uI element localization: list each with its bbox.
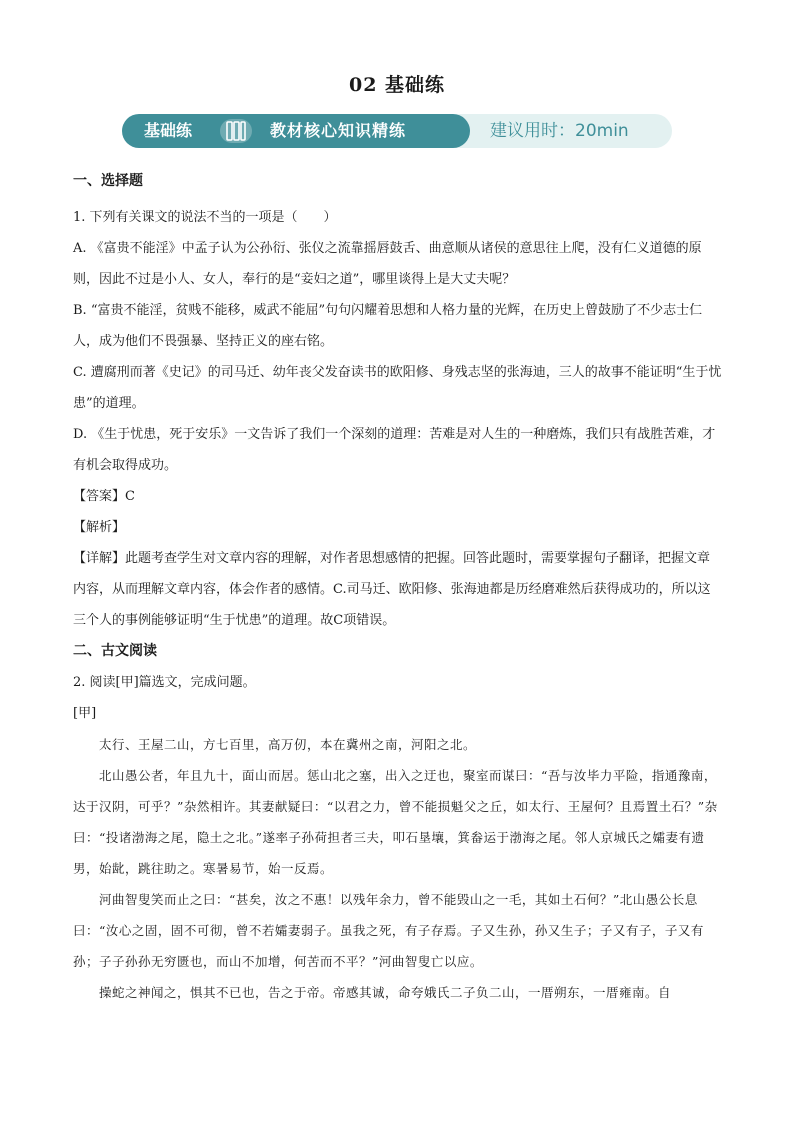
section-banner [122,114,672,148]
passage-paragraph: 操蛇之神闻之，惧其不已也，告之于帝。帝感其诚，命夸娥氏二子负二山，一厝朔东，一厝雍南。自 [99,985,672,1000]
detail-label: 【详解】 [73,551,126,566]
analysis-label: 【解析】 [73,520,126,535]
detail-text: 此题考查学生对文章内容的理解，对作者思想感情的把握。回答此题时，需要掌握句子翻译，把握文章内容，从而理解文章内容，体会作者的感情。C.司马迁、欧阳修、张海迪都是历经磨难然后获得成功的，所以这三个人的事例能够证明“生于忧患”的道理。故C项错误。 [73,551,711,628]
section-heading: 一、选择题 [73,173,143,189]
answer-label: 【答案】 [73,489,126,504]
passage-paragraph: 太行、王屋二山，方七百里，高万仞，本在冀州之南，河阳之北。 [99,737,477,752]
page-title: 02 基础练 [348,74,446,96]
option-c: C. 遭腐刑而著《史记》的司马迁、幼年丧父发奋读书的欧阳修、身残志坚的张海迪，三人的故事不能证明“生于忧患”的道理。 [73,365,722,411]
detail-paragraph [73,543,723,636]
book-icon [218,117,254,145]
document-body [73,168,723,1008]
banner-time-label: 建议用时：20min [490,121,629,141]
passage-paragraph: 河曲智叟笑而止之曰：“甚矣，汝之不惠！以残年余力，曾不能毁山之一毛，其如土石何？”北山愚公长息曰：“汝心之固，固不可彻，曾不若孀妻弱子。虽我之死，有子存焉。子又生孙，孙又生子；子又有子，子又有孙；子子孙孙无穷匮也，而山不加增，何苦而不平？”河曲智叟亡以应。 [73,892,704,969]
banner-middle-label: 教材核心知识精练 [270,121,407,140]
option-a: A. 《富贵不能淫》中孟子认为公孙衍、张仪之流靠摇唇鼓舌、曲意顺从诸侯的意思往上爬，没有仁义道德的原则，因此不过是小人、女人，奉行的是“妾妇之道”，哪里谈得上是大丈夫呢？ [73,241,702,287]
passage-paragraph: 北山愚公者，年且九十，面山而居。惩山北之塞，出入之迂也，聚室而谋曰：“吾与汝毕力平险，指通豫南，达于汉阴，可乎？”杂然相许。其妻献疑曰：“以君之力，曾不能损魁父之丘，如太行、王屋何？且焉置土石？”杂曰：“投诸渤海之尾，隐土之北。”遂率子孙荷担者三夫，叩石垦壤，箕畚运于渤海之尾。邻人京城氏之孀妻有遗男，始龀，跳往助之。寒暑易节，始一反焉。 [73,768,718,876]
answer-value: C [125,489,135,504]
question-stem: 1. 下列有关课文的说法不当的一项是（ ） [73,210,337,225]
option-b: B. “富贵不能淫，贫贱不能移，威武不能屈”句句闪耀着思想和人格力量的光辉，在历史上曾鼓励了不少志士仁人，成为他们不畏强暴、坚持正义的座右铭。 [73,303,703,349]
option-d: D. 《生于忧患，死于安乐》一文告诉了我们一个深刻的道理：苦难是对人生的一种磨炼，我们只有战胜苦难，才有机会取得成功。 [73,427,716,473]
section-heading: 二、古文阅读 [73,643,157,659]
answer-line [73,481,723,512]
passage-part-label: [甲] [73,706,97,721]
banner-left-label: 基础练 [144,121,193,140]
question-stem: 2. 阅读[甲]篇选文，完成问题。 [73,675,256,690]
